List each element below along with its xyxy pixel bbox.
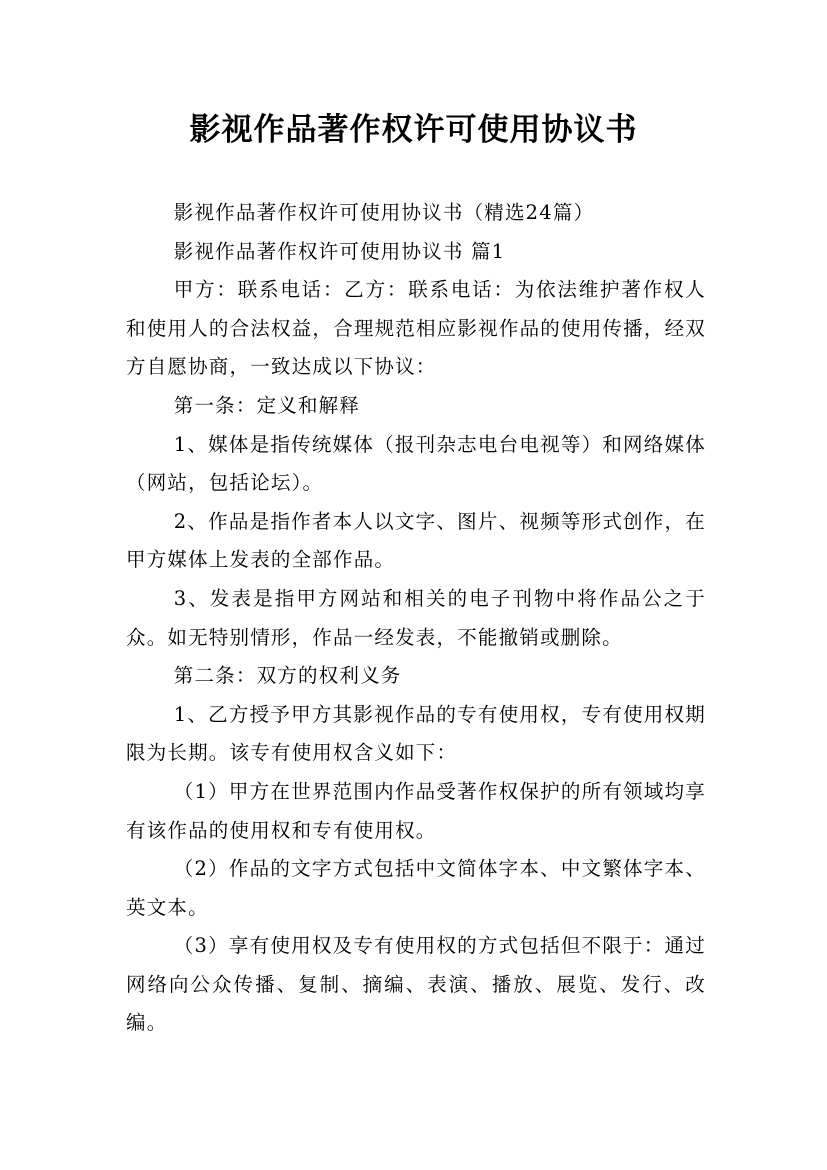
paragraph-license-scope-2: （2）作品的文字方式包括中文简体字本、中文繁体字本、英文本。: [126, 857, 706, 919]
paragraph-definition-work: 2、作品是指作者本人以文字、图片、视频等形式创作，在甲方媒体上发表的全部作品。: [126, 509, 706, 572]
paragraph-article-heading: 影视作品著作权许可使用协议书 篇1: [173, 239, 506, 263]
paragraph-clause-two-heading: 第二条：双方的权利义务: [173, 664, 402, 688]
paragraph-definition-publish: 3、发表是指甲方网站和相关的电子刊物中将作品公之于众。如无特别情形，作品一经发表，不能撤销或删除。: [126, 586, 706, 649]
paragraph-parties: 甲方：联系电话：乙方：联系电话：为依法维护著作权人和使用人的合法权益，合理规范相应影视作品的使用传播，经双方自愿协商，一致达成以下协议：: [126, 278, 706, 379]
paragraph-license-scope-1: （1）甲方在世界范围内作品受著作权保护的所有领域均享有该作品的使用权和专有使用权。: [126, 779, 706, 842]
paragraph-clause-one-heading: 第一条：定义和解释: [173, 393, 361, 417]
paragraph-exclusive-license: 1、乙方授予甲方其影视作品的专有使用权，专有使用权期限为长期。该专有使用权含义如下：: [126, 702, 706, 765]
paragraph-definition-media: 1、媒体是指传统媒体（报刊杂志电台电视等）和网络媒体（网站，包括论坛）。: [126, 432, 706, 495]
document-body: [126, 194, 706, 1043]
paragraph-license-scope-3: （3）享有使用权及专有使用权的方式包括但不限于：通过网络向公众传播、复制、摘编、表演、播放、展览、发行、改编。: [126, 934, 706, 1035]
document-title: 影视作品著作权许可使用协议书: [189, 112, 638, 148]
paragraph-collection-heading: 影视作品著作权许可使用协议书（精选24篇）: [173, 201, 595, 224]
